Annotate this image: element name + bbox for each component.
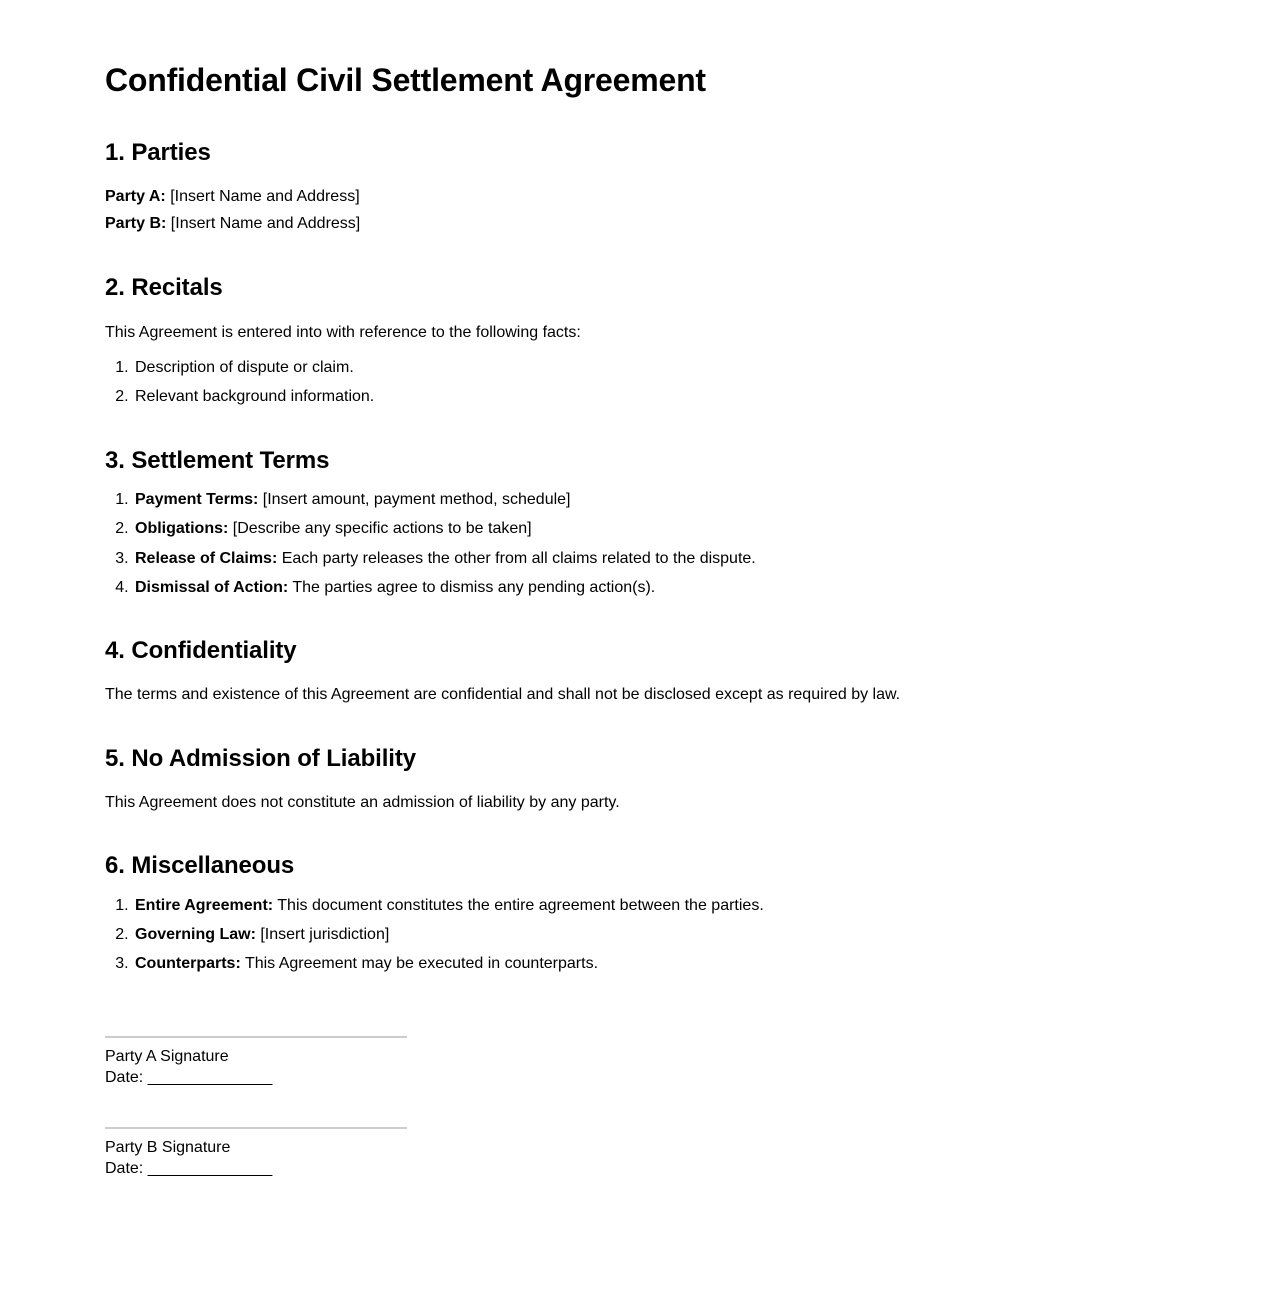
party-a-value: [Insert Name and Address]: [165, 188, 360, 206]
list-item-text: [Insert amount, payment method, schedule]: [258, 491, 571, 509]
list-item: [133, 387, 1178, 406]
section-settlement-terms: [105, 447, 1178, 597]
page-title: Confidential Civil Settlement Agreement: [105, 62, 706, 98]
list-item-label: Dismissal of Action:: [135, 578, 289, 596]
party-b-label: Party B:: [105, 215, 167, 233]
signature-date-label: Date:: [105, 1068, 148, 1086]
signature-block-party-a: [105, 1036, 1178, 1087]
list-item: [133, 896, 1178, 915]
list-item-text: This document constitutes the entire agreement between the parties.: [273, 897, 764, 915]
list-item-text: [Insert jurisdiction]: [255, 926, 390, 944]
signature-date-line: [105, 1159, 1178, 1178]
party-b-line: [105, 214, 1178, 234]
confidentiality-text: The terms and existence of this Agreement are confidential and shall not be disclosed except as required by law.: [105, 686, 901, 704]
section-heading-recitals: 2. Recitals: [105, 274, 223, 302]
recitals-list: [105, 358, 1178, 406]
section-heading-no-admission-of-liability: 5. No Admission of Liability: [105, 744, 417, 772]
list-item-label: Entire Agreement:: [135, 897, 274, 915]
section-parties: [105, 139, 1178, 235]
section-recitals: [105, 274, 1178, 406]
list-item: [133, 925, 1178, 944]
list-item-label: Counterparts:: [135, 955, 241, 973]
list-item-label: Release of Claims:: [135, 549, 278, 567]
party-b-value: [Insert Name and Address]: [166, 215, 361, 233]
settlement-terms-list: [105, 490, 1178, 597]
list-item: [133, 358, 1178, 377]
signature-line: [105, 1036, 407, 1038]
signature-date-line: [105, 1068, 1178, 1087]
list-item: [133, 549, 1178, 568]
signature-name-label: Party B Signature: [105, 1138, 231, 1156]
section-no-admission-of-liability: [105, 745, 1178, 813]
list-item-text: Each party releases the other from all claims related to the dispute.: [277, 549, 756, 567]
section-heading-confidentiality: 4. Confidentiality: [105, 636, 297, 664]
signature-date-blank[interactable]: ______________: [147, 1160, 273, 1178]
list-item-text: Relevant background information.: [135, 388, 375, 406]
signature-name-label: Party A Signature: [105, 1047, 229, 1065]
section-miscellaneous: [105, 852, 1178, 973]
party-a-line: [105, 187, 1178, 207]
signature-date-blank[interactable]: ______________: [147, 1068, 273, 1086]
list-item: [133, 954, 1178, 973]
list-item-text: [Describe any specific actions to be taken]: [228, 520, 532, 538]
list-item-label: Governing Law:: [135, 926, 256, 944]
list-item: [133, 519, 1178, 538]
list-item-text: This Agreement may be executed in counterparts.: [240, 955, 599, 973]
list-item-label: Obligations:: [135, 520, 229, 538]
section-confidentiality: [105, 637, 1178, 705]
list-item: [133, 490, 1178, 509]
party-a-label: Party A:: [105, 188, 166, 206]
section-heading-parties: 1. Parties: [105, 138, 211, 166]
list-item: [133, 578, 1178, 597]
list-item-text: The parties agree to dismiss any pending action(s).: [288, 578, 656, 596]
section-heading-miscellaneous: 6. Miscellaneous: [105, 852, 295, 880]
miscellaneous-list: [105, 896, 1178, 974]
list-item-text: Description of dispute or claim.: [135, 359, 354, 377]
signature-date-label: Date:: [105, 1160, 148, 1178]
no-admission-text: This Agreement does not constitute an admission of liability by any party.: [105, 794, 620, 812]
recitals-intro: This Agreement is entered into with reference to the following facts:: [105, 323, 581, 341]
section-heading-settlement-terms: 3. Settlement Terms: [105, 446, 330, 474]
signature-line: [105, 1127, 407, 1129]
list-item-label: Payment Terms:: [135, 491, 259, 509]
signature-block-party-b: [105, 1127, 1178, 1178]
